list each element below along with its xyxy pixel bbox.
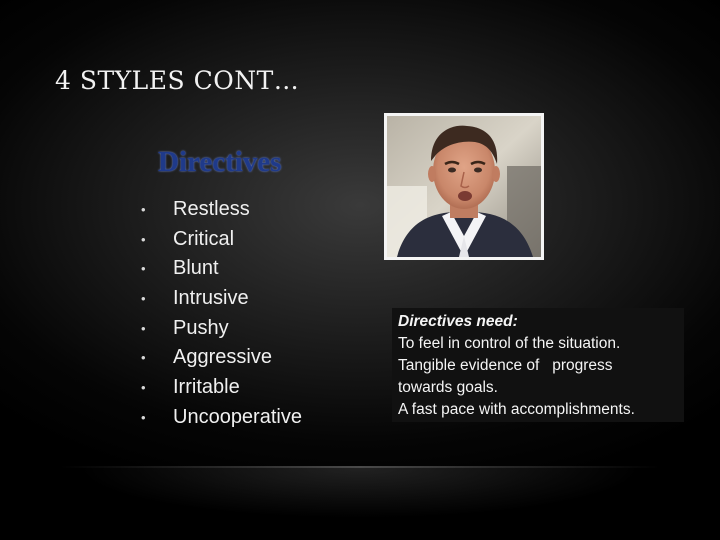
bullet-icon: •	[141, 409, 146, 425]
trait-label: Blunt	[173, 257, 219, 280]
trait-label: Aggressive	[173, 346, 272, 369]
traits-list	[141, 196, 302, 434]
slide-subtitle: Directives	[158, 146, 282, 178]
trait-label: Intrusive	[173, 287, 249, 310]
trait-item	[141, 374, 302, 404]
trait-item	[141, 196, 302, 226]
bullet-icon: •	[141, 231, 146, 247]
slide-title: 4 STYLES CONT…	[55, 66, 300, 95]
floor-reflection	[80, 468, 640, 518]
needs-line: Tangible evidence of progress	[398, 357, 613, 374]
trait-item	[141, 344, 302, 374]
trait-item	[141, 404, 302, 434]
bullet-icon: •	[141, 291, 146, 307]
trait-item	[141, 255, 302, 285]
needs-line: To feel in control of the situation.	[398, 335, 621, 352]
trait-label: Restless	[173, 198, 250, 220]
needs-line: A fast pace with accomplishments.	[398, 401, 635, 418]
bullet-icon: •	[141, 350, 146, 366]
trait-label: Pushy	[173, 316, 229, 339]
portrait-illustration	[387, 116, 541, 257]
trait-item	[141, 315, 302, 345]
trait-label: Irritable	[173, 376, 240, 399]
portrait-photo	[384, 113, 544, 260]
needs-line: towards goals.	[398, 379, 498, 396]
trait-label: Uncooperative	[173, 405, 302, 428]
bullet-icon: •	[141, 320, 146, 336]
trait-item	[141, 285, 302, 315]
bullet-icon: •	[141, 261, 146, 277]
trait-item	[141, 226, 302, 256]
trait-label: Critical	[173, 227, 235, 250]
bullet-icon: •	[141, 202, 146, 217]
bullet-icon: •	[141, 380, 146, 396]
needs-heading: Directives need:	[398, 313, 518, 330]
needs-textbox	[392, 308, 684, 422]
